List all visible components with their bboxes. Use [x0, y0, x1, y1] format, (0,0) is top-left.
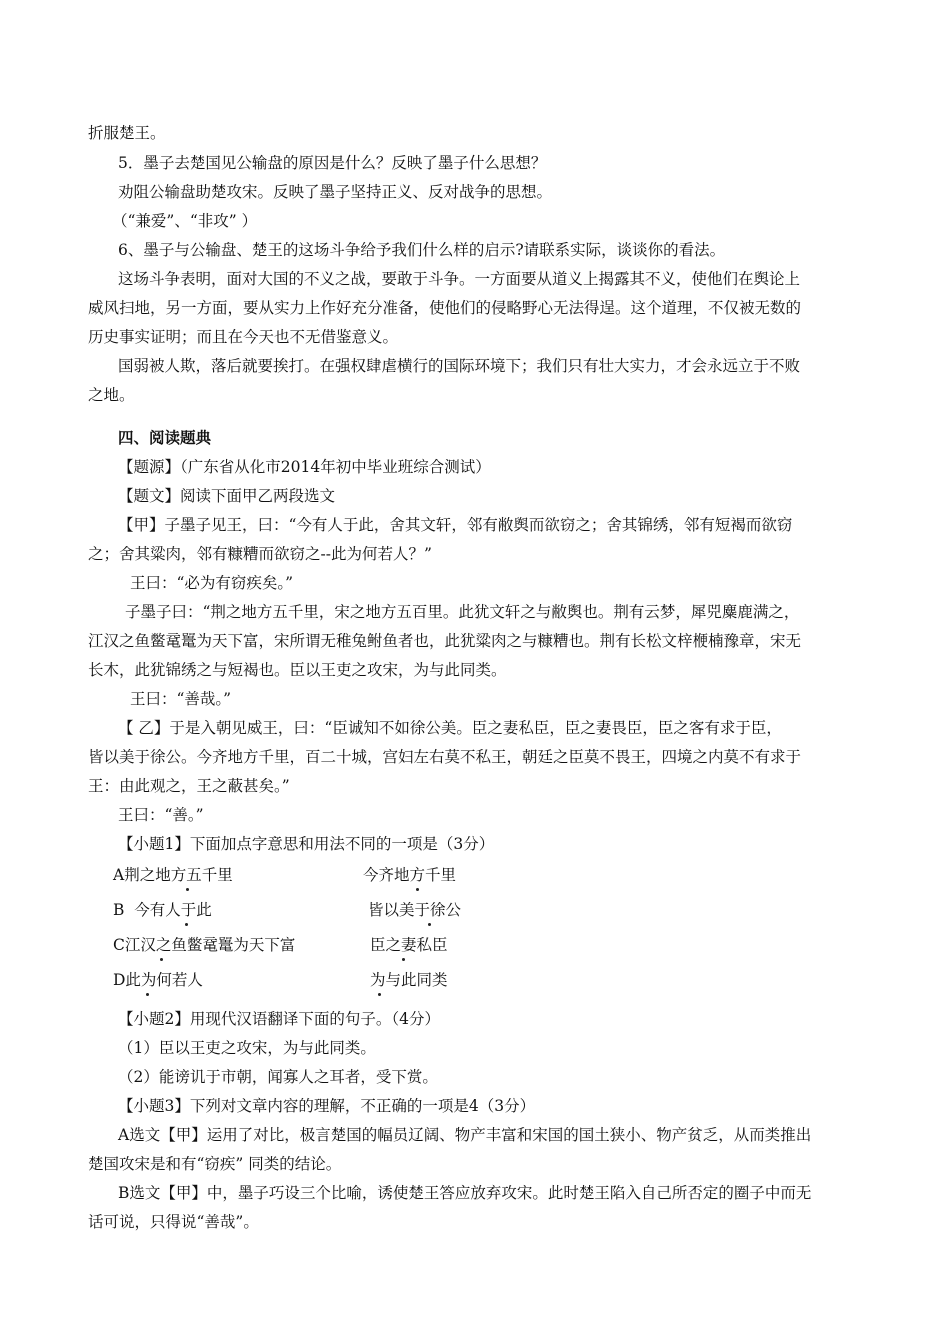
option-a-right: 今齐地方千里 — [363, 866, 457, 884]
emphasis-dot — [402, 958, 405, 961]
emphasis-dot — [378, 993, 381, 996]
subquestion-1: 【小题1】下面加点字意思和用法不同的一项是（3分） — [118, 835, 495, 853]
emphasis-dot — [185, 923, 188, 926]
emphasis-dot — [416, 888, 419, 891]
emphasis-dot — [186, 888, 189, 891]
passage-jia-line: 王曰：“必为有窃疾矣。” — [130, 574, 294, 592]
emphasis-dot — [146, 993, 149, 996]
prompt-line: 【题文】阅读下面甲乙两段选文 — [118, 487, 336, 505]
passage-yi-line: 王曰：“善。” — [118, 806, 204, 824]
subquestion-3-option: 话可说，只得说“善哉”。 — [88, 1213, 259, 1231]
subquestion-3: 【小题3】下列对文章内容的理解，不正确的一项是4（3分） — [118, 1097, 536, 1115]
question-6: 6、墨子与公输盘、楚王的这场斗争给予我们什么样的启示?请联系实际，谈谈你的看法。 — [118, 241, 726, 259]
passage-jia-line: 长木，此犹锦绣之与短褐也。臣以王吏之攻宋，为与此同类。 — [88, 661, 507, 679]
question-5: 5．墨子去楚国见公输盘的原因是什么？反映了墨子什么思想？ — [118, 154, 547, 172]
option-d-left: D此为何若人 — [113, 971, 203, 989]
answer-6-line: 之地。 — [88, 386, 135, 404]
text-line: 折服楚王。 — [88, 124, 166, 142]
passage-jia-line: 王曰：“善哉。” — [130, 690, 232, 708]
passage-jia-line: 子墨子曰：“荆之地方五千里，宋之地方五百里。此犹文轩之与敝舆也。荆有云梦，犀兕麋鹿满之， — [125, 603, 800, 621]
subquestion-2: 【小题2】用现代汉语翻译下面的句子。（4分） — [118, 1010, 440, 1028]
subquestion-2-item: （1）臣以王吏之攻宋，为与此同类。 — [118, 1039, 376, 1057]
answer-6-line: 历史事实证明；而且在今天也不无借鉴意义。 — [88, 328, 399, 346]
emphasis-dot — [160, 958, 163, 961]
answer-6-line: 国弱被人欺，落后就要挨打。在强权肆虐横行的国际环境下；我们只有壮大实力，才会永远立于不败 — [118, 357, 801, 375]
option-d-right: 为与此同类 — [370, 971, 448, 989]
emphasis-dot — [428, 923, 431, 926]
subquestion-3-option: A选文【甲】运用了对比，极言楚国的幅员辽阔、物产丰富和宋国的国土狭小、物产贫乏，从而类推出 — [118, 1126, 812, 1144]
answer-5: 劝阻公输盘助楚攻宋。反映了墨子坚持正义、反对战争的思想。 — [118, 183, 553, 201]
passage-jia-line: 江汉之鱼鳖鼋鼍为天下富，宋所谓无稚兔鲋鱼者也，此犹粱肉之与糠糟也。荆有长松文梓楩楠豫章，宋无 — [88, 632, 802, 650]
answer-6-line: 威风扫地，另一方面，要从实力上作好充分准备，使他们的侵略野心无法得逞。这个道理，不仅被无数的 — [88, 299, 802, 317]
passage-yi-line: 王：由此观之，王之蔽甚矣。” — [88, 777, 290, 795]
answer-6-line: 这场斗争表明，面对大国的不义之战，要敢于斗争。一方面要从道义上揭露其不义，使他们在舆论上 — [118, 270, 801, 288]
option-c-left: C江汉之鱼鳖鼋鼍为天下富 — [113, 936, 296, 954]
passage-yi-line: 皆以美于徐公。今齐地方千里，百二十城，宫妇左右莫不私王，朝廷之臣莫不畏王，四境之内莫不有求于 — [88, 748, 802, 766]
subquestion-2-item: （2）能谤讥于市朝，闻寡人之耳者，受下赏。 — [118, 1068, 438, 1086]
passage-yi-line: 【 乙】于是入朝见威王，曰：“臣诚知不如徐公美。臣之妻私臣，臣之妻畏臣，臣之客有求于臣， — [118, 719, 782, 737]
option-c-right: 臣之妻私臣 — [370, 936, 448, 954]
source-line: 【题源】（广东省从化市2014年初中毕业班综合测试） — [118, 458, 491, 476]
passage-jia-line: 之；舍其粱肉，邻有糠糟而欲窃之--此为何若人？” — [88, 545, 432, 563]
option-b-left: B 今有人于此 — [113, 901, 212, 919]
subquestion-3-option: B选文【甲】中，墨子巧设三个比喻，诱使楚王答应放弃攻宋。此时楚王陷入自己所否定的圈子中而无 — [118, 1184, 812, 1202]
section-heading: 四、阅读题典 — [118, 429, 212, 447]
answer-5-note: （“兼爱”、“非攻” ） — [112, 212, 258, 230]
option-a-left: A荆之地方五千里 — [113, 866, 233, 884]
subquestion-3-option: 楚国攻宋是和有“窃疾” 同类的结论。 — [88, 1155, 342, 1173]
option-b-right: 皆以美于徐公 — [368, 901, 462, 919]
passage-jia-line: 【甲】子墨子见王，曰：“今有人于此，舍其文轩，邻有敝舆而欲窃之；舍其锦绣，邻有短褐而欲窃 — [118, 516, 793, 534]
